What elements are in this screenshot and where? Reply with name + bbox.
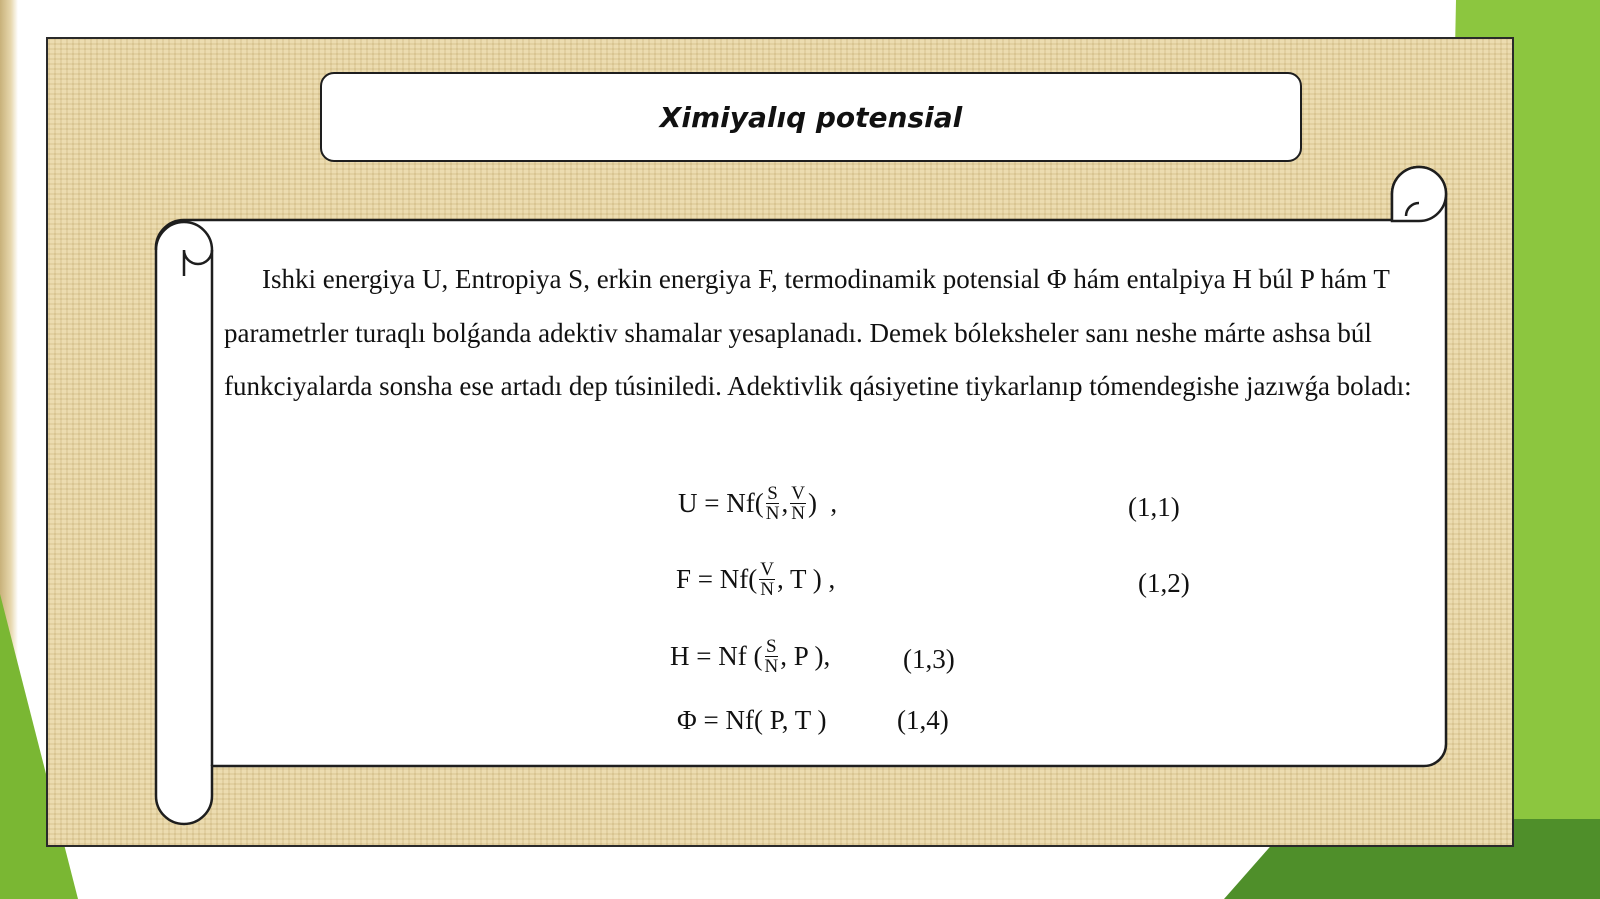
equation-2-number: (1,2): [1138, 568, 1190, 598]
equation-2-lhs: F = Nf(: [676, 564, 758, 594]
equation-1: U = Nf( $\frac{S}{N}$ , $\frac{V}{N}$ ) ,: [678, 483, 838, 524]
body-text: [224, 253, 1414, 414]
fraction: $\frac{V}{N}$: [791, 483, 805, 524]
scroll-curl-top-right: [1392, 167, 1446, 221]
equation-2-rhs: , T ) ,: [776, 564, 836, 594]
equation-4-number: (1,4): [897, 705, 949, 735]
equation-1-rhs: ) ,: [807, 488, 838, 518]
slide-title: Ximiyalıq potensial: [659, 100, 963, 134]
equation-3-rhs: , P ),: [780, 641, 831, 671]
equation-1-number: (1,1): [1128, 492, 1180, 522]
equation-4: Φ = Nf( P, T ): [677, 705, 827, 735]
fraction: $\frac{V}{N}$: [760, 559, 774, 600]
fraction: $\frac{S}{N}$: [764, 636, 779, 677]
equation-3-number: (1,3): [903, 644, 955, 674]
equation-2: [676, 560, 835, 599]
fraction: $\frac{S}{N}$: [765, 483, 780, 524]
body-paragraph: Ishki energiya U, Entropiya S, erkin energiya F, termodinamik potensial Φ hám entalpiya H búl P hám T parametrler turaqlı bolǵanda adektiv shamalar yesaplanadı. Demek bóleksheler sanı neshe márte ashsa búl funkciyalarda sonsha ese artadı dep túsiniledi. Adektivlik qásiyetine tiykarlanıp tómendegishe jazıwǵa boladı:: [224, 264, 1412, 401]
equation-3: [670, 637, 830, 676]
equation-1-lhs: U = Nf(: [678, 488, 764, 518]
equation-3-lhs: H = Nf (: [670, 641, 763, 671]
